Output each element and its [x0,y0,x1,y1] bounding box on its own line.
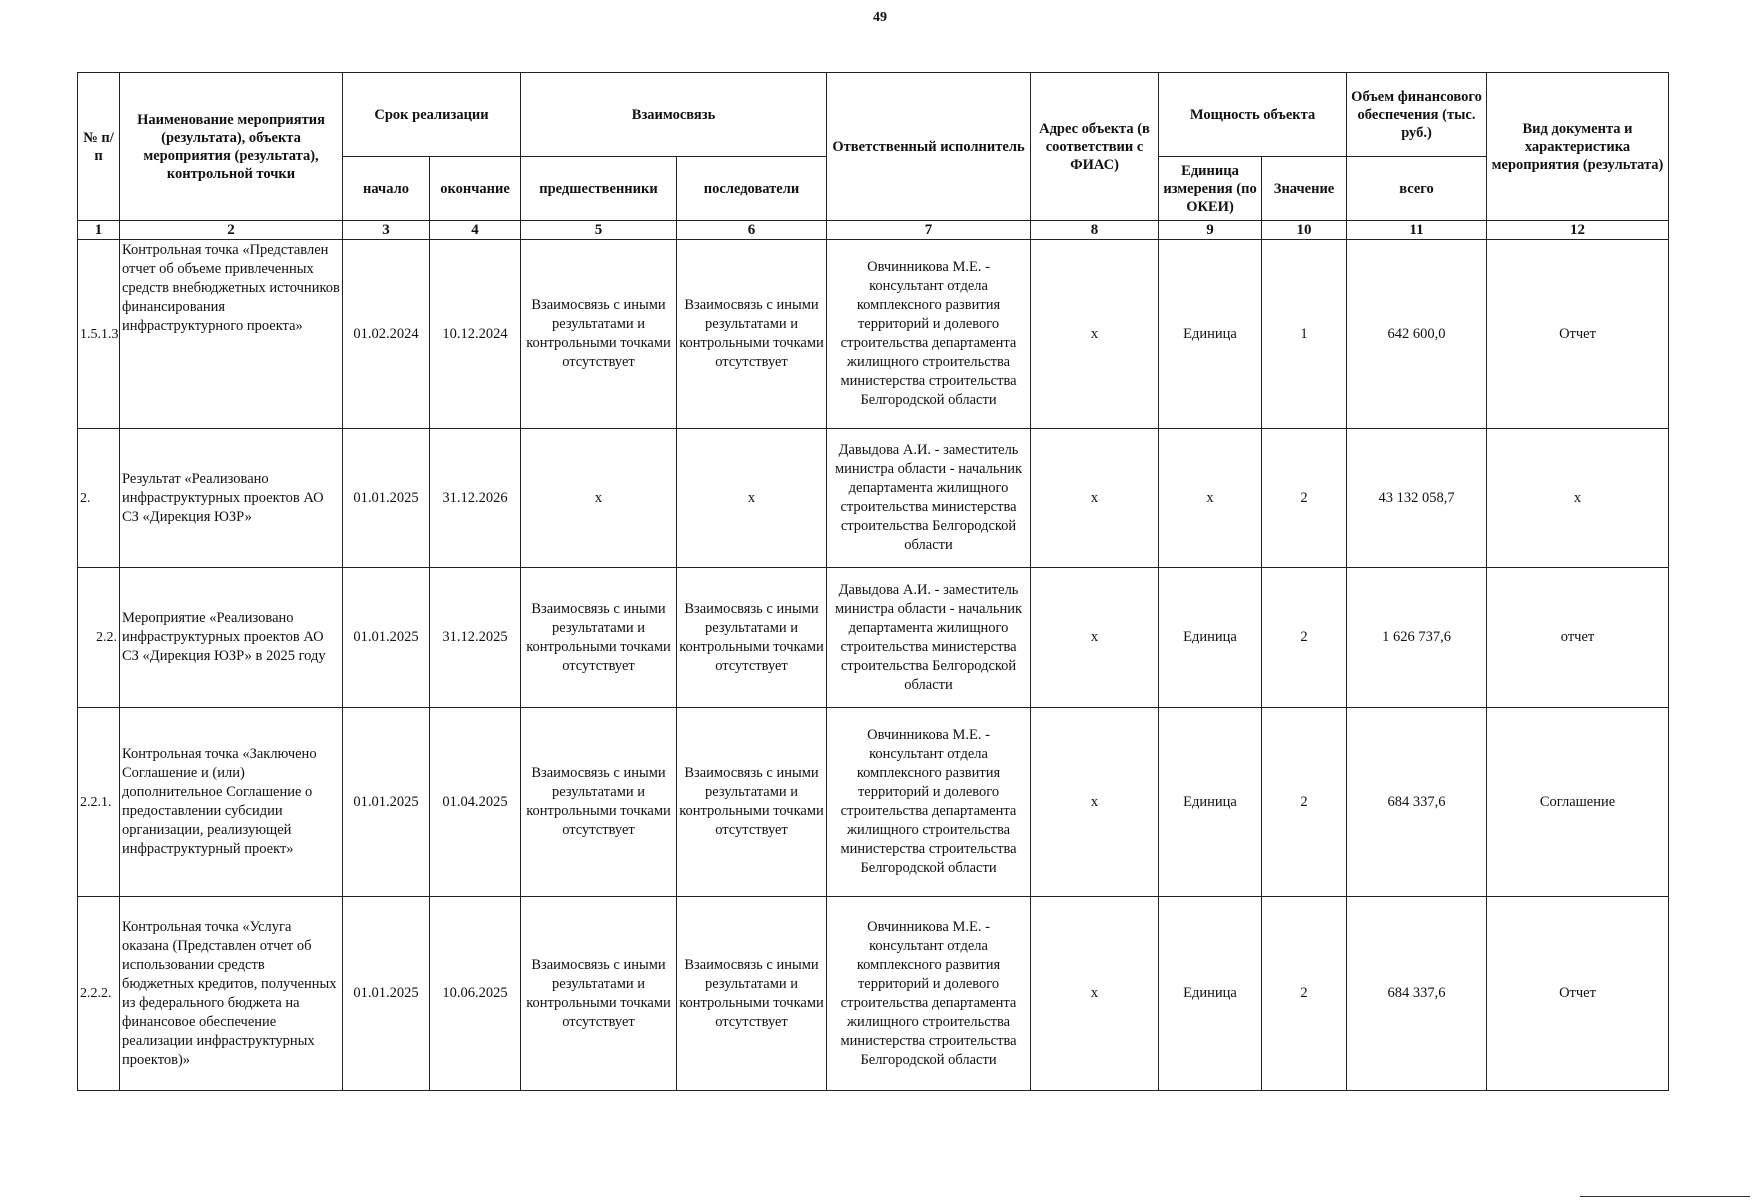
measures-table [77,72,1669,1091]
header-predecessors: предшественники [521,157,677,221]
cell-doc: x [1487,429,1669,568]
cell-start: 01.01.2025 [343,568,430,708]
cell-end: 10.06.2025 [430,897,521,1091]
cell-doc: Соглашение [1487,708,1669,897]
cell-successors: Взаимосвязь с иными результатами и контрольными точками отсутствует [677,568,827,708]
cell-doc: Отчет [1487,240,1669,429]
cell-predecessors: Взаимосвязь с иными результатами и контрольными точками отсутствует [521,708,677,897]
cell-num: 2.2.1. [78,708,120,897]
cell-responsible: Овчинникова М.Е. - консультант отдела комплексного развития территорий и долевого строительства департамента жилищного строительства министерства строительства Белгородской области [827,897,1031,1091]
cell-end: 10.12.2024 [430,240,521,429]
cell-address: x [1031,429,1159,568]
cell-successors: x [677,429,827,568]
cell-value: 2 [1262,429,1347,568]
table-row [78,240,1669,429]
cell-responsible: Давыдова А.И. - заместитель министра области - начальник департамента жилищного строительства министерства строительства Белгородской области [827,568,1031,708]
cell-end: 31.12.2025 [430,568,521,708]
page-number: 49 [873,10,887,25]
header-funding: Объем финансового обеспечения (тыс. руб.) [1347,73,1487,157]
cell-successors: Взаимосвязь с иными результатами и контрольными точками отсутствует [677,897,827,1091]
header-responsible: Ответственный исполнитель [827,73,1031,221]
column-number: 10 [1262,221,1347,240]
column-number: 9 [1159,221,1262,240]
cell-unit: Единица [1159,568,1262,708]
footer-rule [1580,1196,1750,1197]
column-number: 5 [521,221,677,240]
cell-unit: Единица [1159,897,1262,1091]
cell-predecessors: Взаимосвязь с иными результатами и контрольными точками отсутствует [521,568,677,708]
cell-total: 1 626 737,6 [1347,568,1487,708]
column-number: 1 [78,221,120,240]
header-term-end: окончание [430,157,521,221]
header-num: № п/п [78,73,120,221]
cell-total: 684 337,6 [1347,708,1487,897]
header-funding-total: всего [1347,157,1487,221]
column-numbers-row [78,221,1669,240]
cell-num: 2.2.2. [78,897,120,1091]
cell-successors: Взаимосвязь с иными результатами и контрольными точками отсутствует [677,708,827,897]
header-unit: Единица измерения (по ОКЕИ) [1159,157,1262,221]
cell-predecessors: Взаимосвязь с иными результатами и контрольными точками отсутствует [521,240,677,429]
header-value: Значение [1262,157,1347,221]
header-name: Наименование мероприятия (результата), объекта мероприятия (результата), контрольной точки [120,73,343,221]
column-number: 11 [1347,221,1487,240]
cell-predecessors: x [521,429,677,568]
header-term-start: начало [343,157,430,221]
cell-total: 642 600,0 [1347,240,1487,429]
column-number: 3 [343,221,430,240]
cell-address: x [1031,240,1159,429]
column-number: 12 [1487,221,1669,240]
cell-name: Мероприятие «Реализовано инфраструктурных проектов АО СЗ «Дирекция ЮЗР» в 2025 году [120,568,343,708]
header-address: Адрес объекта (в соответствии с ФИАС) [1031,73,1159,221]
header-relation: Взаимосвязь [521,73,827,157]
header-term: Срок реализации [343,73,521,157]
cell-doc: отчет [1487,568,1669,708]
cell-unit: Единица [1159,708,1262,897]
cell-total: 684 337,6 [1347,897,1487,1091]
cell-num: 1.5.1.3 [78,240,120,429]
cell-address: x [1031,568,1159,708]
cell-unit: x [1159,429,1262,568]
cell-responsible: Давыдова А.И. - заместитель министра области - начальник департамента жилищного строительства министерства строительства Белгородской области [827,429,1031,568]
cell-predecessors: Взаимосвязь с иными результатами и контрольными точками отсутствует [521,897,677,1091]
cell-end: 31.12.2026 [430,429,521,568]
cell-total: 43 132 058,7 [1347,429,1487,568]
cell-name: Контрольная точка «Заключено Соглашение и (или) дополнительное Соглашение о предоставлении субсидии организации, реализующей инфраструктурный проект» [120,708,343,897]
cell-name: Контрольная точка «Представлен отчет об объеме привлеченных средств внебюджетных источников финансирования инфраструктурного проекта» [120,240,343,429]
column-number: 2 [120,221,343,240]
table-row [78,708,1669,897]
cell-successors: Взаимосвязь с иными результатами и контрольными точками отсутствует [677,240,827,429]
column-number: 7 [827,221,1031,240]
table-row [78,429,1669,568]
header-doc-type: Вид документа и характеристика мероприятия (результата) [1487,73,1669,221]
cell-unit: Единица [1159,240,1262,429]
table-body [78,240,1669,1091]
cell-start: 01.02.2024 [343,240,430,429]
cell-num: 2. [78,429,120,568]
cell-start: 01.01.2025 [343,429,430,568]
cell-name: Контрольная точка «Услуга оказана (Представлен отчет об использовании средств бюджетных кредитов, полученных из федерального бюджета на финансовое обеспечение реализации инфраструктурных проектов)» [120,897,343,1091]
cell-responsible: Овчинникова М.Е. - консультант отдела комплексного развития территорий и долевого строительства департамента жилищного строительства министерства строительства Белгородской области [827,240,1031,429]
header-capacity: Мощность объекта [1159,73,1347,157]
column-number: 6 [677,221,827,240]
cell-value: 2 [1262,568,1347,708]
cell-value: 2 [1262,708,1347,897]
column-number: 8 [1031,221,1159,240]
cell-doc: Отчет [1487,897,1669,1091]
cell-address: x [1031,708,1159,897]
cell-value: 1 [1262,240,1347,429]
cell-end: 01.04.2025 [430,708,521,897]
cell-responsible: Овчинникова М.Е. - консультант отдела комплексного развития территорий и долевого строительства департамента жилищного строительства министерства строительства Белгородской области [827,708,1031,897]
cell-start: 01.01.2025 [343,708,430,897]
header-successors: последователи [677,157,827,221]
cell-value: 2 [1262,897,1347,1091]
table-header [78,73,1669,240]
table-row [78,897,1669,1091]
cell-name: Результат «Реализовано инфраструктурных проектов АО СЗ «Дирекция ЮЗР» [120,429,343,568]
cell-address: x [1031,897,1159,1091]
cell-start: 01.01.2025 [343,897,430,1091]
cell-num: 2.2. [78,568,120,708]
column-number: 4 [430,221,521,240]
table-row [78,568,1669,708]
